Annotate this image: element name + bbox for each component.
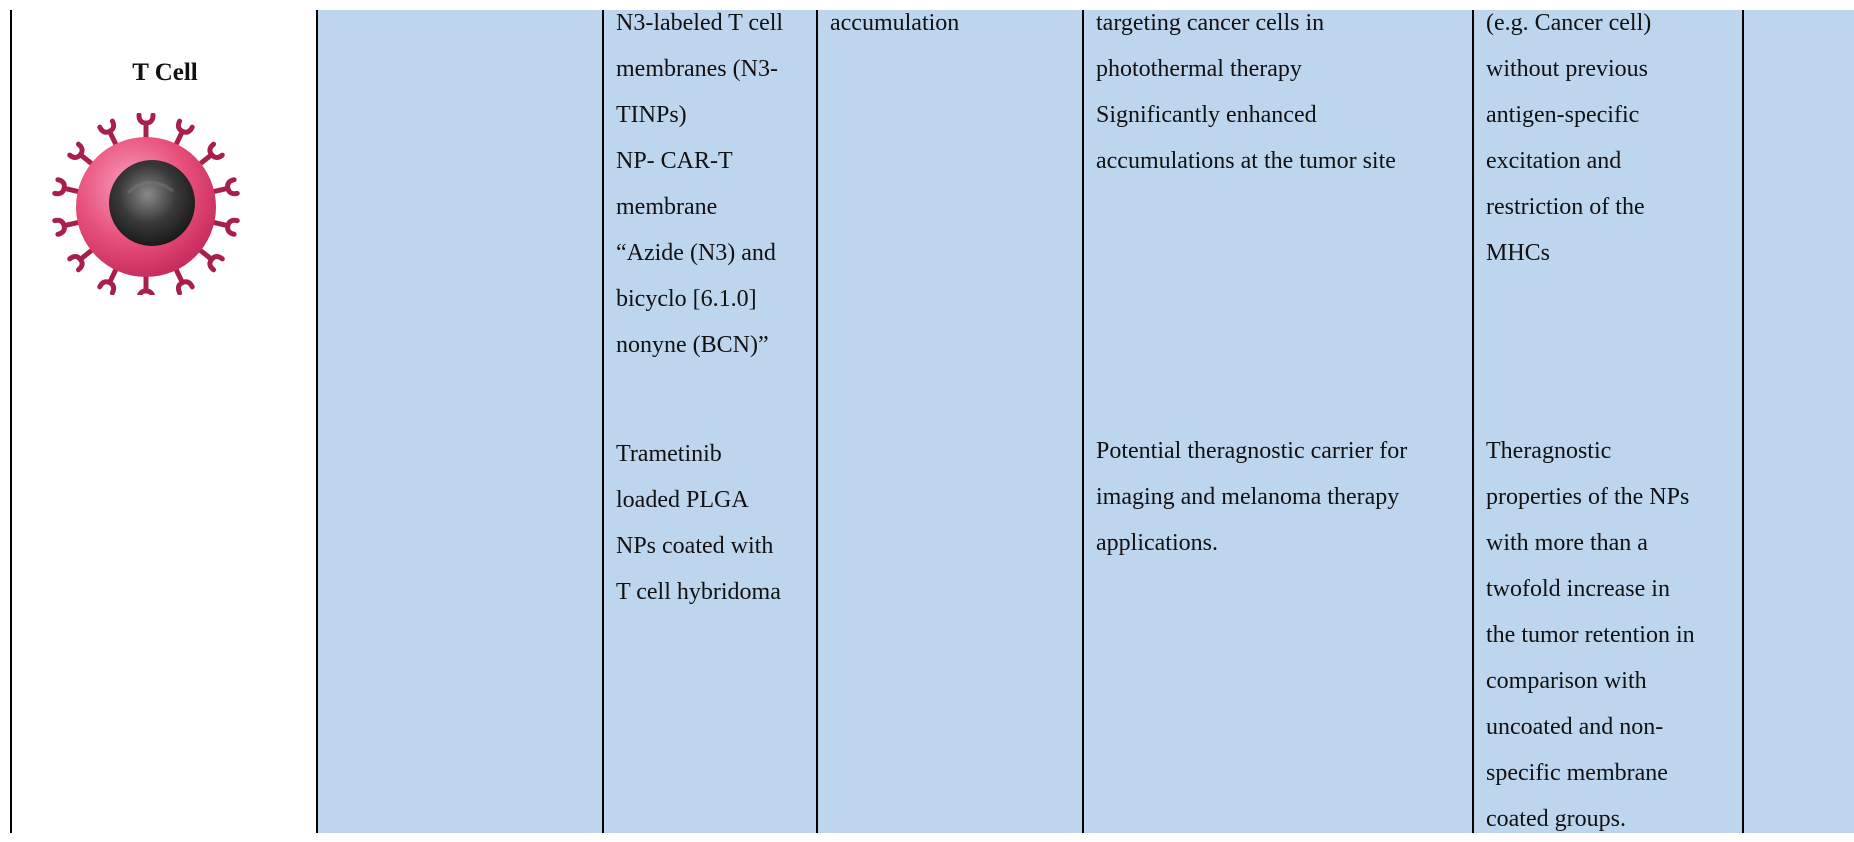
receptor-spike <box>175 266 193 292</box>
receptor-spike <box>100 121 118 147</box>
mechanism-column <box>816 10 1082 833</box>
receptor-spike <box>70 144 95 166</box>
receptor-spike <box>55 220 82 234</box>
outcome-column <box>1472 10 1742 833</box>
outcome-text-2: Theragnostic properties of the NPs with more than a twofold increase in the tumor retention in comparison with uncoated and non- specific membrane coated groups. <box>1486 438 1695 832</box>
mechanism-text-1: accumulation <box>830 10 960 36</box>
receptor-spike <box>55 180 82 194</box>
receptor-spike <box>70 248 95 270</box>
cell-type-column <box>10 10 316 833</box>
receptor-spike <box>210 180 237 194</box>
formulation-column <box>602 10 816 833</box>
last-blue-column <box>1742 10 1854 833</box>
formulation-text-2: Trametinib loaded PLGA NPs coated with T cell hybridoma <box>616 441 781 605</box>
receptor-spike <box>198 144 223 166</box>
cell-type-title: T Cell <box>132 59 198 86</box>
outcome-text-1: (e.g. Cancer cell) without previous antigen-specific excitation and restriction of the MHCs <box>1486 10 1652 266</box>
receptor-spike <box>100 266 118 292</box>
application-text-2: Potential theragnostic carrier for imaging and melanoma therapy applications. <box>1096 438 1408 556</box>
t-cell-illustration-icon <box>48 113 244 295</box>
empty-blue-column <box>316 10 602 833</box>
table <box>10 10 1854 833</box>
receptor-spike <box>198 248 223 270</box>
application-column <box>1082 10 1472 833</box>
application-text-1: targeting cancer cells in photothermal therapy Significantly enhanced accumulations at the tumor site <box>1096 10 1396 174</box>
formulation-text-1: N3-labeled T cell membranes (N3- TINPs) NP- CAR-T membrane “Azide (N3) and bicyclo [6.1.0] nonyne (BCN)” <box>616 10 784 358</box>
receptor-spike <box>210 220 237 234</box>
receptor-spike <box>175 121 193 147</box>
